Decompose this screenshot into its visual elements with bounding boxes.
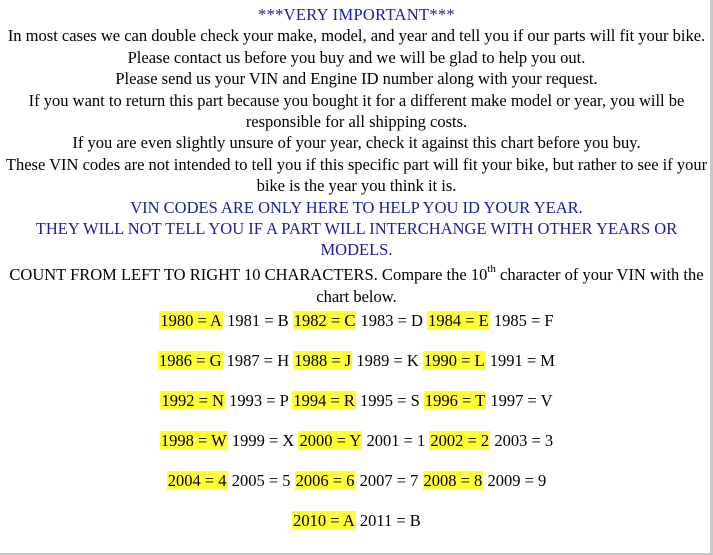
vin-chart-row — [0, 470, 713, 510]
vin-year-chart — [0, 310, 713, 550]
vin-year-code-highlighted: 1992 = N — [161, 390, 224, 410]
vin-chart-row — [0, 350, 713, 390]
vin-year-code-highlighted: 1996 = T — [424, 390, 486, 410]
vin-year-code-highlighted: 1980 = A — [160, 310, 222, 330]
vin-year-code-highlighted: 1994 = R — [293, 390, 355, 410]
vin-year-code-highlighted: 1990 = L — [423, 350, 485, 370]
vin-year-code-highlighted: 1988 = J — [294, 350, 352, 370]
paragraph-double-check: In most cases we can double check your make, model, and year and tell you if our parts will fit your bike. — [7, 26, 706, 46]
paragraph-unsure-year: If you are even slightly unsure of your year, check it against this chart before you buy. — [72, 133, 641, 153]
vin-year-code: 1997 = V — [490, 390, 553, 410]
count-instruction-sup: th — [487, 263, 496, 276]
notice-id-year: VIN CODES ARE ONLY HERE TO HELP YOU ID YOUR YEAR. — [130, 197, 583, 217]
vin-year-code: 1983 = D — [360, 310, 423, 330]
vin-year-code: 1999 = X — [231, 430, 295, 450]
paragraph-send-vin: Please send us your VIN and Engine ID number along with your request. — [115, 69, 598, 89]
vin-year-code: 1991 = M — [489, 350, 555, 370]
vin-year-code: 2003 = 3 — [494, 430, 554, 450]
vin-chart-row — [0, 310, 713, 350]
vin-year-code: 1985 = F — [493, 310, 554, 330]
vin-year-code-highlighted: 2008 = 8 — [423, 470, 483, 490]
vin-chart-row — [0, 430, 713, 470]
vin-year-code-highlighted: 2002 = 2 — [430, 430, 490, 450]
vin-year-code: 2007 = 7 — [359, 470, 419, 490]
important-heading: ***VERY IMPORTANT*** — [258, 5, 455, 24]
vin-year-code-highlighted: 1998 = W — [160, 430, 227, 450]
vin-year-code: 2001 = 1 — [366, 430, 426, 450]
paragraph-return-policy: If you want to return this part because you bought it for a different make model or year, you will be responsible for all shipping costs. — [28, 90, 685, 132]
vin-notice-content — [0, 4, 713, 550]
vin-chart-row — [0, 390, 713, 430]
paragraph-not-intended: These VIN codes are not intended to tell you if this specific part will fit your bike, but rather to see if your bike is the year you think it is. — [5, 154, 708, 196]
count-instruction — [0, 264, 713, 308]
vin-year-code: 2009 = 9 — [487, 470, 547, 490]
vin-year-code: 1995 = S — [360, 390, 420, 410]
count-instruction-before: COUNT FROM LEFT TO RIGHT 10 CHARACTERS. Compare the 10 — [9, 264, 488, 284]
vin-year-code-highlighted: 2004 = 4 — [167, 470, 227, 490]
vin-year-code: 1987 = H — [226, 350, 290, 370]
vin-year-code: 1981 = B — [227, 310, 289, 330]
count-instruction-after: character of your VIN with the chart below. — [316, 264, 704, 306]
vin-year-code-highlighted: 2006 = 6 — [295, 470, 355, 490]
vin-year-code: 1993 = P — [229, 390, 289, 410]
vin-year-code: 2005 = 5 — [231, 470, 291, 490]
vin-year-code-highlighted: 1986 = G — [159, 350, 222, 370]
vin-year-code-highlighted: 1982 = C — [293, 310, 356, 330]
vin-year-code-highlighted: 1984 = E — [428, 310, 489, 330]
vin-chart-row — [0, 510, 713, 550]
vin-year-code: 2011 = B — [359, 510, 421, 530]
vin-year-code-highlighted: 2000 = Y — [299, 430, 362, 450]
vin-year-code-highlighted: 2010 = A — [293, 510, 355, 530]
notice-interchange: THEY WILL NOT TELL YOU IF A PART WILL INTERCHANGE WITH OTHER YEARS OR MODELS. — [35, 219, 678, 260]
paragraph-contact-us: Please contact us before you buy and we will be glad to help you out. — [127, 47, 586, 67]
vin-year-code: 1989 = K — [356, 350, 419, 370]
